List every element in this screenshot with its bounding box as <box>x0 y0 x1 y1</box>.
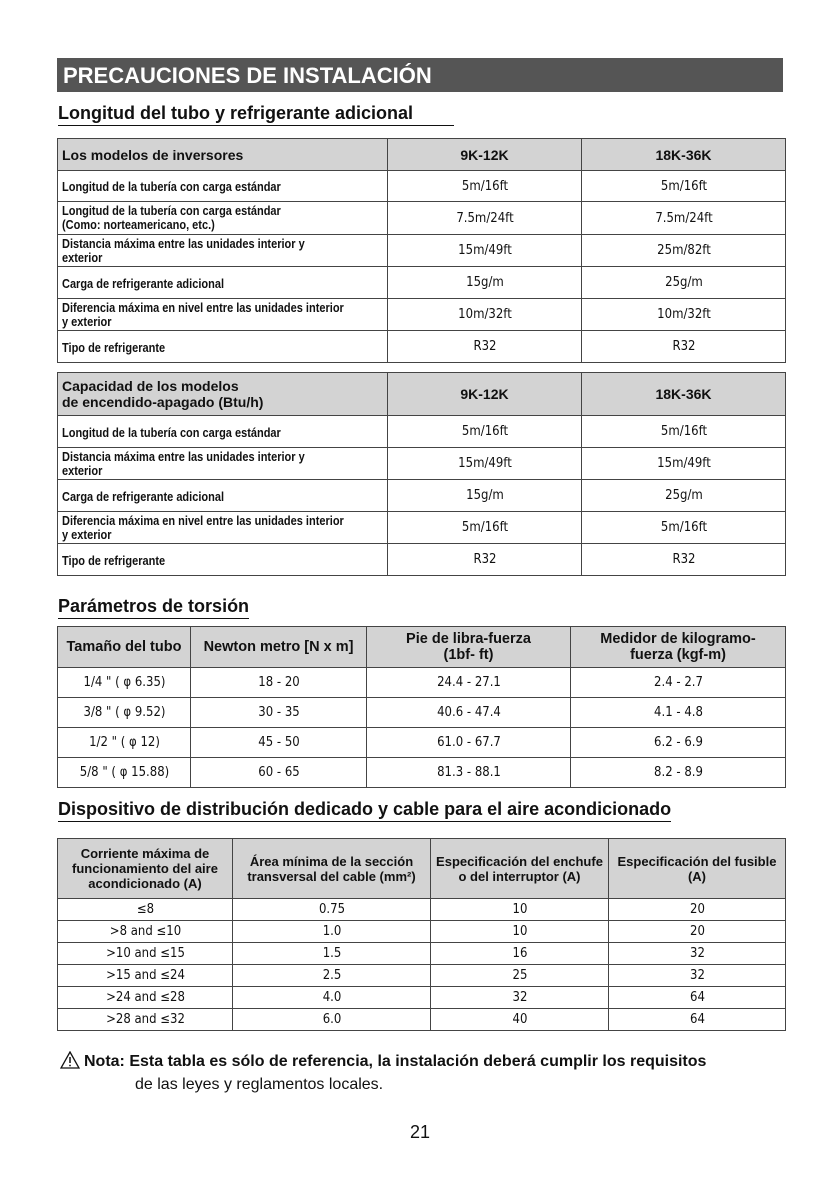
column-header: 9K-12K <box>388 373 582 416</box>
table-cell: 45 - 50 <box>199 728 357 758</box>
table-cell: 6.0 <box>242 1009 420 1031</box>
column-header: Pie de libra-fuerza (1bf- ft) <box>367 627 571 668</box>
table-cell: 4.1 - 4.8 <box>581 698 775 728</box>
table-cell: 0.75 <box>242 899 420 921</box>
row-label: Tipo de refrigerante <box>58 331 388 363</box>
table-cell: 1.5 <box>242 943 420 965</box>
onoff-models-table <box>57 372 786 576</box>
table-cell: 40.6 - 47.4 <box>377 698 561 728</box>
table-cell: 5m/16ft <box>397 171 572 202</box>
table-cell: 10m/32ft <box>592 299 776 331</box>
table-cell: R32 <box>397 544 572 576</box>
table-cell: 61.0 - 67.7 <box>377 728 561 758</box>
table-cell: 25m/82ft <box>592 235 776 267</box>
table-cell: 7.5m/24ft <box>592 202 776 235</box>
table-cell: 5m/16ft <box>397 416 572 448</box>
column-header: Especificación del enchufe o del interruptor (A) <box>431 839 609 899</box>
table-cell: 2.5 <box>242 965 420 987</box>
row-label: Diferencia máxima en nivel entre las unidades interior y exterior <box>58 512 388 544</box>
page-number: 21 <box>409 1122 431 1142</box>
table-row <box>58 987 786 1009</box>
torque-table <box>57 626 786 788</box>
row-label: Carga de refrigerante adicional <box>58 480 388 512</box>
table-cell: >28 and ≤32 <box>66 1009 224 1031</box>
column-header: Área mínima de la sección transversal del cable (mm²) <box>233 839 431 899</box>
table-cell: 5m/16ft <box>592 416 776 448</box>
table-cell: 15m/49ft <box>397 448 572 480</box>
table-cell: 24.4 - 27.1 <box>377 668 561 698</box>
table-cell: 4.0 <box>242 987 420 1009</box>
table-row <box>58 943 786 965</box>
table-row <box>58 171 786 202</box>
warning-triangle-icon <box>60 1051 80 1069</box>
table-row <box>58 235 786 267</box>
note-line-1: Nota: Esta tabla es sólo de referencia, la instalación deberá cumplir los requisitos <box>84 1053 707 1070</box>
table-cell: 10 <box>439 921 599 943</box>
table-cell: 20 <box>617 921 776 943</box>
table-cell: 60 - 65 <box>199 758 357 788</box>
table-cell: 40 <box>439 1009 599 1031</box>
table-cell: 15m/49ft <box>397 235 572 267</box>
table-row <box>58 299 786 331</box>
column-header: Medidor de kilogramo- fuerza (kgf-m) <box>571 627 786 668</box>
table-cell: 2.4 - 2.7 <box>581 668 775 698</box>
section-title-cable: Dispositivo de distribución dedicado y cable para el aire acondicionado <box>58 799 671 822</box>
table-row <box>58 965 786 987</box>
table-cell: 1/2 " ( φ 12) <box>64 728 184 758</box>
column-header: Especificación del fusible (A) <box>609 839 786 899</box>
table-row <box>58 448 786 480</box>
row-label: Distancia máxima entre las unidades interior y exterior <box>58 235 388 267</box>
table-cell: 15g/m <box>397 267 572 299</box>
table-cell: 15m/49ft <box>592 448 776 480</box>
table-row <box>58 728 786 758</box>
row-label: Diferencia máxima en nivel entre las unidades interior y exterior <box>58 299 388 331</box>
table-cell: >15 and ≤24 <box>66 965 224 987</box>
table-cell: >10 and ≤15 <box>66 943 224 965</box>
column-header: Los modelos de inversores <box>58 139 388 171</box>
table-cell: 64 <box>617 1009 776 1031</box>
table-cell: 8.2 - 8.9 <box>581 758 775 788</box>
cable-table <box>57 838 786 1031</box>
table-cell: 64 <box>617 987 776 1009</box>
row-label: Longitud de la tubería con carga estándar <box>58 416 388 448</box>
table-cell: 32 <box>439 987 599 1009</box>
section-title-torque: Parámetros de torsión <box>58 596 249 619</box>
table-cell: 81.3 - 88.1 <box>377 758 561 788</box>
column-header: 9K-12K <box>388 139 582 171</box>
table-cell: 10m/32ft <box>397 299 572 331</box>
row-label: Longitud de la tubería con carga estándar <box>58 171 388 202</box>
table-row <box>58 698 786 728</box>
table-cell: 1/4 " ( φ 6.35) <box>64 668 184 698</box>
table-cell: 3/8 " ( φ 9.52) <box>64 698 184 728</box>
table-cell: >8 and ≤10 <box>66 921 224 943</box>
table-cell: 1.0 <box>242 921 420 943</box>
table-cell: 20 <box>617 899 776 921</box>
row-label: Carga de refrigerante adicional <box>58 267 388 299</box>
table-row <box>58 1009 786 1031</box>
table-cell: 18 - 20 <box>199 668 357 698</box>
table-cell: 32 <box>617 943 776 965</box>
table-row <box>58 668 786 698</box>
table-row <box>58 544 786 576</box>
table-cell: 15g/m <box>397 480 572 512</box>
inverter-models-table <box>57 138 786 363</box>
column-header: Newton metro [N x m] <box>191 627 367 668</box>
table-row <box>58 921 786 943</box>
column-header: 18K-36K <box>582 139 786 171</box>
table-cell: 25g/m <box>592 480 776 512</box>
note-line-2: de las leyes y reglamentos locales. <box>135 1076 384 1093</box>
table-cell: 5m/16ft <box>592 512 776 544</box>
table-cell: R32 <box>592 544 776 576</box>
table-cell: 16 <box>439 943 599 965</box>
section-title-pipe-length: Longitud del tubo y refrigerante adicional <box>58 103 454 126</box>
table-row <box>58 202 786 235</box>
table-cell: 5/8 " ( φ 15.88) <box>64 758 184 788</box>
table-cell: 25g/m <box>592 267 776 299</box>
table-row <box>58 758 786 788</box>
table-cell: 6.2 - 6.9 <box>581 728 775 758</box>
table-row <box>58 416 786 448</box>
table-cell: 10 <box>439 899 599 921</box>
table-cell: 5m/16ft <box>397 512 572 544</box>
column-header: 18K-36K <box>582 373 786 416</box>
column-header: Tamaño del tubo <box>58 627 191 668</box>
table-cell: R32 <box>397 331 572 363</box>
table-cell: 32 <box>617 965 776 987</box>
table-row <box>58 899 786 921</box>
table-cell: 7.5m/24ft <box>397 202 572 235</box>
column-header: Capacidad de los modelos de encendido-apagado (Btu/h) <box>58 373 388 416</box>
table-row <box>58 267 786 299</box>
row-label: Distancia máxima entre las unidades interior y exterior <box>58 448 388 480</box>
table-row <box>58 331 786 363</box>
column-header: Corriente máxima de funcionamiento del aire acondicionado (A) <box>58 839 233 899</box>
table-cell: 5m/16ft <box>592 171 776 202</box>
row-label: Tipo de refrigerante <box>58 544 388 576</box>
table-cell: R32 <box>592 331 776 363</box>
table-cell: ≤8 <box>66 899 224 921</box>
note <box>60 1050 706 1096</box>
table-row <box>58 480 786 512</box>
page-header: PRECAUCIONES DE INSTALACIÓN <box>57 58 783 92</box>
row-label: Longitud de la tubería con carga estándar (Como: norteamericano, etc.) <box>58 202 388 235</box>
table-cell: 25 <box>439 965 599 987</box>
table-cell: 30 - 35 <box>199 698 357 728</box>
table-row <box>58 512 786 544</box>
table-cell: >24 and ≤28 <box>66 987 224 1009</box>
